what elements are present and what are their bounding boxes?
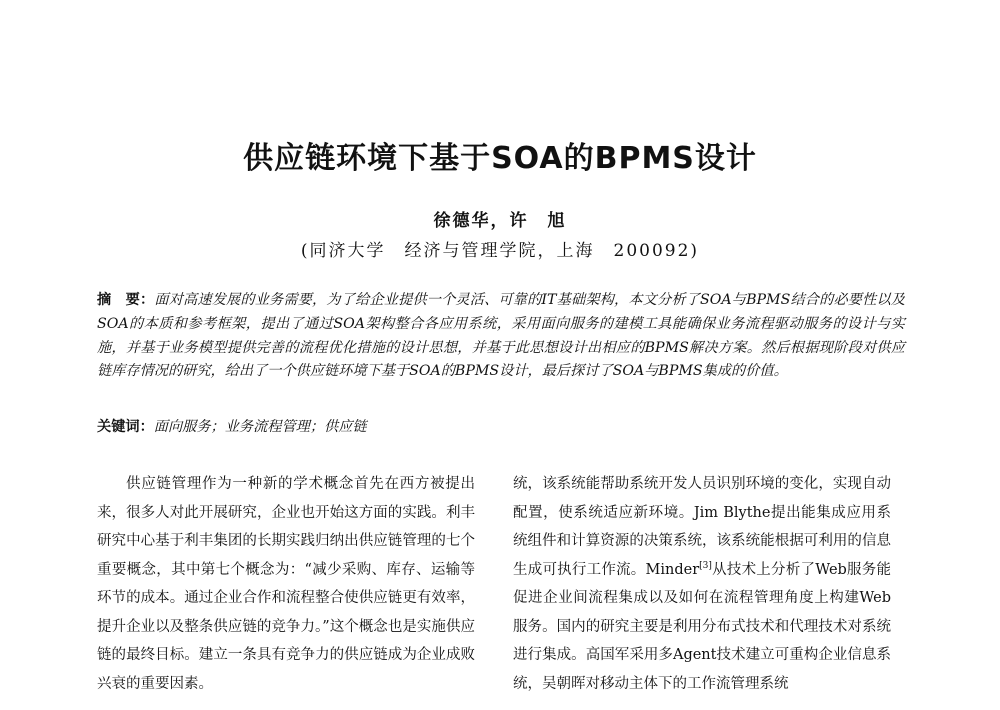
abstract-text: 面对高速发展的业务需要，为了给企业提供一个灵活、可靠的IT基础架构，本文分析了SOA与BPMS结合的必要性以及SOA的本质和参考框架，提出了通过SOA架构整合各应用系统，采用面向服务的建模工具能确保业务流程驱动服务的设计与实施，并基于业务模型提供完善的流程优化措施的设计思想，并基于此思想设计出相应的BPMS解决方案。然后根据现阶段对供应链库存情况的研究，给出了一个供应链环境下基于SOA的BPMS设计，最后探讨了SOA与BPMS集成的价值。 [97,292,905,380]
citation-ref: [3] [699,560,712,571]
paper-affiliation: (同济大学 经济与管理学院，上海 200092) [300,241,700,261]
abstract [97,289,905,384]
left-paragraph: 供应链管理作为一种新的学术概念首先在西方被提出来，很多人对此开展研究，企业也开始这方面的实践。利丰研究中心基于利丰集团的长期实践归纳出供应链管理的七个重要概念，其中第七个概念为：“减少采购、库存、运输等环节的成本。通过企业合作和流程整合使供应链更有效率，提升企业以及整条供应链的竞争力。”这个概念也是实施供应链的最终目标。建立一条具有竞争力的供应链成为企业成败兴衰的重要因素。 [97,476,475,692]
paper-authors: 徐德华，许 旭 [433,211,567,231]
keywords [97,416,905,440]
abstract-label: 摘 要： [97,292,155,308]
right-paragraph-part1: 统，该系统能帮助系统开发人员识别环境的变化，实现自动配置，使系统适应新环境。Jim Blythe提出能集成应用系统组件和计算资源的决策系统，该系统能根据可利用的信息生成可执行工作流。Minder [513,476,891,578]
paper-title: 供应链环境下基于SOA的BPMS设计 [243,141,757,176]
body-left-column [97,470,475,698]
keywords-text: 面向服务；业务流程管理；供应链 [153,419,367,435]
right-paragraph-part2: 从技术上分析了Web服务能促进企业间流程集成以及如何在流程管理角度上构建Web服务。国内的研究主要是利用分布式技术和代理技术对系统进行集成。高国军采用多Agent技术建立可重构企业信息系统，吴朝晖对移动主体下的工作流管理系统 [513,561,891,692]
keywords-label: 关键词： [97,419,154,435]
body-right-column [513,470,891,698]
